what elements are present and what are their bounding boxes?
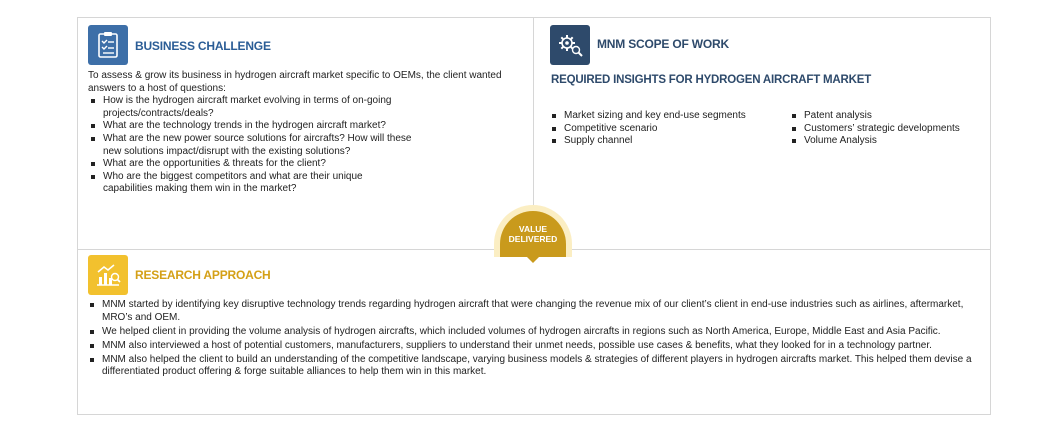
list-item: Patent analysis (790, 110, 980, 123)
list-item: Competitive scenario (550, 123, 780, 136)
business-challenge-title: BUSINESS CHALLENGE (135, 39, 271, 53)
list-item: Customers’ strategic developments (790, 123, 980, 136)
scope-of-work-title: MNM SCOPE OF WORK (597, 37, 729, 51)
business-challenge-intro: To assess & grow its business in hydrogen aircraft market specific to OEMs, the client wanted answers to a host of questions: (88, 70, 502, 94)
list-item: What are the technology trends in the hydrogen aircraft market? (89, 120, 429, 133)
badge-line-1: VALUE (518, 224, 548, 234)
list-item: What are the new power source solutions for aircrafts? How will these new solutions impact/disrupt with the existing solutions? (89, 133, 429, 158)
list-item: How is the hydrogen aircraft market evolving in terms of on-going projects/contracts/deals? (89, 95, 429, 120)
badge-line-2: DELIVERED (508, 234, 558, 244)
gears-search-icon (550, 25, 590, 65)
list-item: MNM also interviewed a host of potential customers, manufacturers, suppliers to understand their unmet needs, possible use cases & benefits, what they looked for in a technology partner. (88, 340, 978, 353)
list-item: MNM started by identifying key disruptive technology trends regarding hydrogen aircraft that were changing the revenue mix of our client’s client in end-use industries such as airlines, aftermarket, MRO’s and OEM. (88, 299, 978, 324)
list-item: MNM also helped the client to build an understanding of the competitive landscape, varying business models & strategies of different players in hydrogen aircrafts market. This helped them devise a differentiated product offering & forge suitable alliances to help them win in this market. (88, 354, 972, 379)
list-item: Market sizing and key end-use segments (550, 110, 780, 123)
value-delivered-badge (494, 205, 572, 263)
research-approach-points (88, 299, 978, 381)
research-approach-title: RESEARCH APPROACH (135, 268, 271, 282)
business-challenge-questions (89, 95, 429, 196)
chart-analysis-icon (88, 255, 128, 295)
list-item: What are the opportunities & threats for the client? (89, 158, 429, 171)
scope-of-work-subtitle: REQUIRED INSIGHTS FOR HYDROGEN AIRCRAFT MARKET (551, 74, 872, 86)
scope-right-list (790, 110, 980, 148)
list-item: Supply channel (550, 135, 780, 148)
scope-left-list (550, 110, 780, 148)
list-item: We helped client in providing the volume analysis of hydrogen aircrafts, which included volumes of hydrogen aircrafts in regions such as North America, Europe, Middle East and Asia Pacific. (88, 326, 978, 339)
business-challenge-section (88, 70, 520, 196)
badge-pointer (525, 255, 541, 263)
list-item: Who are the biggest competitors and what are their unique capabilities making them win in the market? (89, 171, 393, 196)
clipboard-checklist-icon (88, 25, 128, 65)
list-item: Volume Analysis (790, 135, 980, 148)
